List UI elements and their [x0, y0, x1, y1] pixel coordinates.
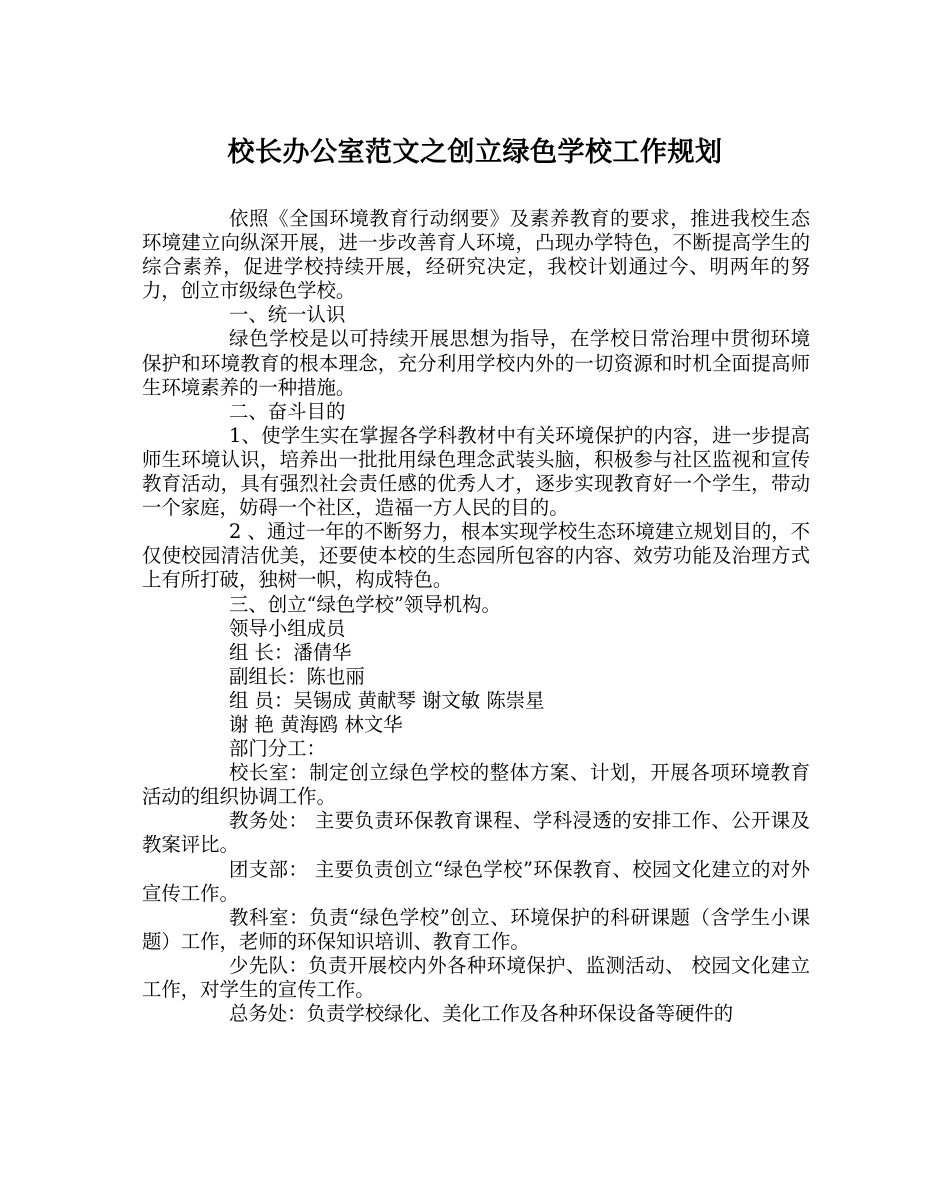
principal-office-duty: 校长室：制定创立绿色学校的整体方案、计划，开展各项环境教育活动的组织协调工作。 — [142, 761, 810, 809]
document-title: 校长办公室范文之创立绿色学校工作规划 — [227, 137, 723, 168]
goal-2-paragraph: 2 、通过一年的不断努力，根本实现学校生态环境建立规划目的，不仅使校园清洁优美，还要使本校的生态园所包容的内容、效劳功能及治理方式上有所打破，独树一帜，构成特色。 — [142, 520, 810, 592]
section-heading-2: 二、奋斗目的 — [229, 399, 346, 423]
division-heading: 部门分工： — [229, 737, 326, 761]
general-affairs-duty: 总务处：负责学校绿化、美化工作及各种环保设备等硬件的 — [229, 1002, 734, 1026]
members-line-2: 谢 艳 黄海鸥 林文华 — [229, 712, 403, 736]
section-heading-1: 一、统一认识 — [229, 303, 346, 327]
document-body — [142, 207, 810, 1026]
group-leader-line: 组 长：潘倩华 — [229, 640, 352, 664]
research-office-duty: 教科室：负责“绿色学校”创立、环境保护的科研课题（含学生小课题）工作，老师的环保知识培训、教育工作。 — [142, 905, 810, 953]
section-1-paragraph: 绿色学校是以可持续开展思想为指导，在学校日常治理中贯彻环境保护和环境教育的根本理念，充分利用学校内外的一切资源和时机全面提高师生环境素养的一种措施。 — [142, 327, 810, 399]
intro-paragraph: 依照《全国环境教育行动纲要》及素养教育的要求，推进我校生态环境建立向纵深开展，进一步改善育人环境，凸现办学特色，不断提高学生的综合素养，促进学校持续开展，经研究决定，我校计划通过今、明两年的努力，创立市级绿色学校。 — [142, 207, 810, 303]
youth-league-duty: 团支部： 主要负责创立“绿色学校”环保教育、校园文化建立的对外宣传工作。 — [142, 857, 810, 905]
group-members-heading: 领导小组成员 — [229, 616, 346, 640]
goal-1-paragraph: 1、使学生实在掌握各学科教材中有关环境保护的内容，进一步提高师生环境认识，培养出一批批用绿色理念武装头脑，积极参与社区监视和宣传教育活动，具有强烈社会责任感的优秀人才，逐步实现教育好一个学生，带动一个家庭，妨碍一个社区，造福一方人民的目的。 — [142, 423, 810, 520]
young-pioneers-duty: 少先队：负责开展校内外各种环境保护、监测活动、 校园文化建立工作，对学生的宣传工作。 — [142, 953, 810, 1001]
section-heading-3: 三、创立“绿色学校”领导机构。 — [229, 592, 501, 616]
academic-office-duty: 教务处： 主要负责环保教育课程、学科浸透的安排工作、公开课及教案评比。 — [142, 809, 810, 857]
members-line-1: 组 员：吴锡成 黄献琴 谢文敏 陈崇星 — [229, 688, 545, 712]
deputy-leader-line: 副组长：陈也丽 — [229, 664, 365, 688]
